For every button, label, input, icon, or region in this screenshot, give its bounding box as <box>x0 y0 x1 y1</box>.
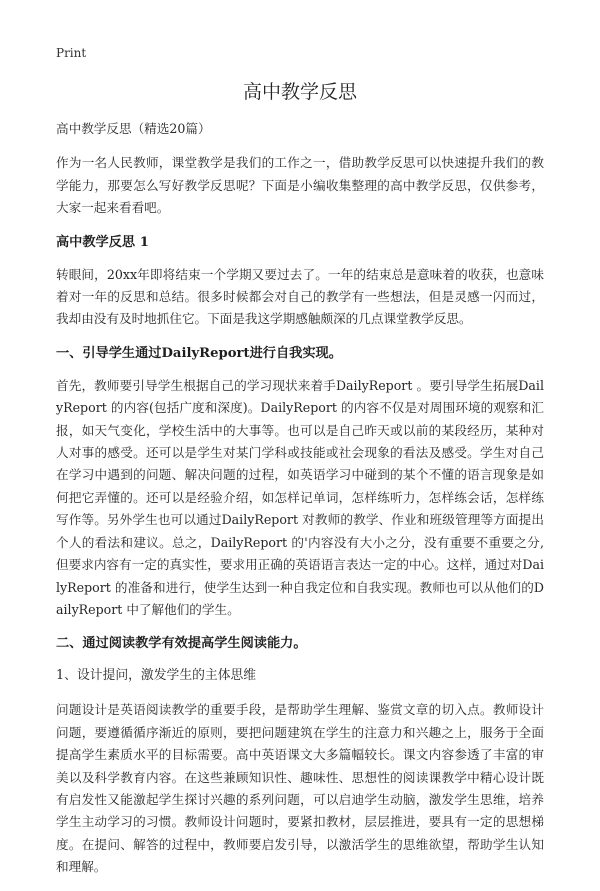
heading-two: 二、通过阅读教学有效提高学生阅读能力。 <box>56 636 307 652</box>
section-intro-paragraph: 转眼间，20xx年即将结束一个学期又要过去了。一年的结束总是意味着的收获，也意味着对一年的反思和总结。很多时候都会对自己的教学有一些想法，但是灵感一闪而过，我却由没有及时地抓住它。下面是我这学期感触颇深的几点课堂教学反思。 <box>56 266 544 327</box>
intro-paragraph: 作为一名人民教师，课堂教学是我们的工作之一，借助教学反思可以快速提升我们的教学能力，那要怎么写好教学反思呢？下面是小编收集整理的高中教学反思，仅供参考，大家一起来看看吧。 <box>56 155 544 216</box>
print-label[interactable]: Print <box>56 46 87 60</box>
section-title: 高中教学反思 1 <box>56 234 149 250</box>
heading-one: 一、引导学生通过DailyReport进行自我实现。 <box>56 345 342 361</box>
document-subtitle: 高中教学反思（精选20篇） <box>56 121 211 136</box>
paragraph-two: 问题设计是英语阅读教学的重要手段，是帮助学生理解、鉴赏文章的切入点。教师设计问题，要遵循循序渐近的原则，要把问题建筑在学生的注意力和兴趣之上，服务于全面提高学生素质水平的目标需要。高中英语课文大多篇幅较长。课文内容参透了丰富的审美以及科学教育内容。在这些兼顾知识性、趣味性、思想性的阅读课教学中精心设计既有启发性又能激起学生探讨兴趣的系列问题，可以启迪学生动脑，激发学生思维，培养学生主动学习的习惯。教师设计问题时，要紧扣教材，层层推进，要具有一定的思想梯度。在提问、解答的过程中，教师要启发引导，以激活学生的思维欲望，帮助学生认知和理解。 <box>56 702 544 875</box>
document-body <box>56 118 544 891</box>
subheading: 1、设计提问，激发学生的主体思维 <box>56 668 257 684</box>
paragraph-one: 首先，教师要引导学生根据自己的学习现状来着手DailyReport 。要引导学生拓展DailyReport 的内容(包括广度和深度)。DailyReport 的内容不仅是对周围环境的观察和汇报，如天气变化，学校生活中的大事等。也可以是自己昨天或以前的某段经历，某种对人对事的感受。还可以是学生对某门学科或技能或社会现象的看法及感受。学生对自己在学习中遇到的问题、解决问题的过程，如英语学习中碰到的某个不懂的语言现象是如何把它弄懂的。还可以是经验介绍，如怎样记单词，怎样练听力，怎样练会话，怎样练写作等。另外学生也可以通过DailyReport 对教师的教学、作业和班级管理等方面提出个人的看法和建议。总之，DailyReport 的'内容没有大小之分，没有重要不重要之分,但要求内容有一定的真实性，要求用正确的英语语言表达一定的中心。这样，通过对DailyReport 的准备和进行，使学生达到一种自我定位和自我实现。教师也可以从他们的DailyReport 中了解他们的学生。 <box>56 377 544 617</box>
document-title: 高中教学反思 <box>242 81 357 103</box>
